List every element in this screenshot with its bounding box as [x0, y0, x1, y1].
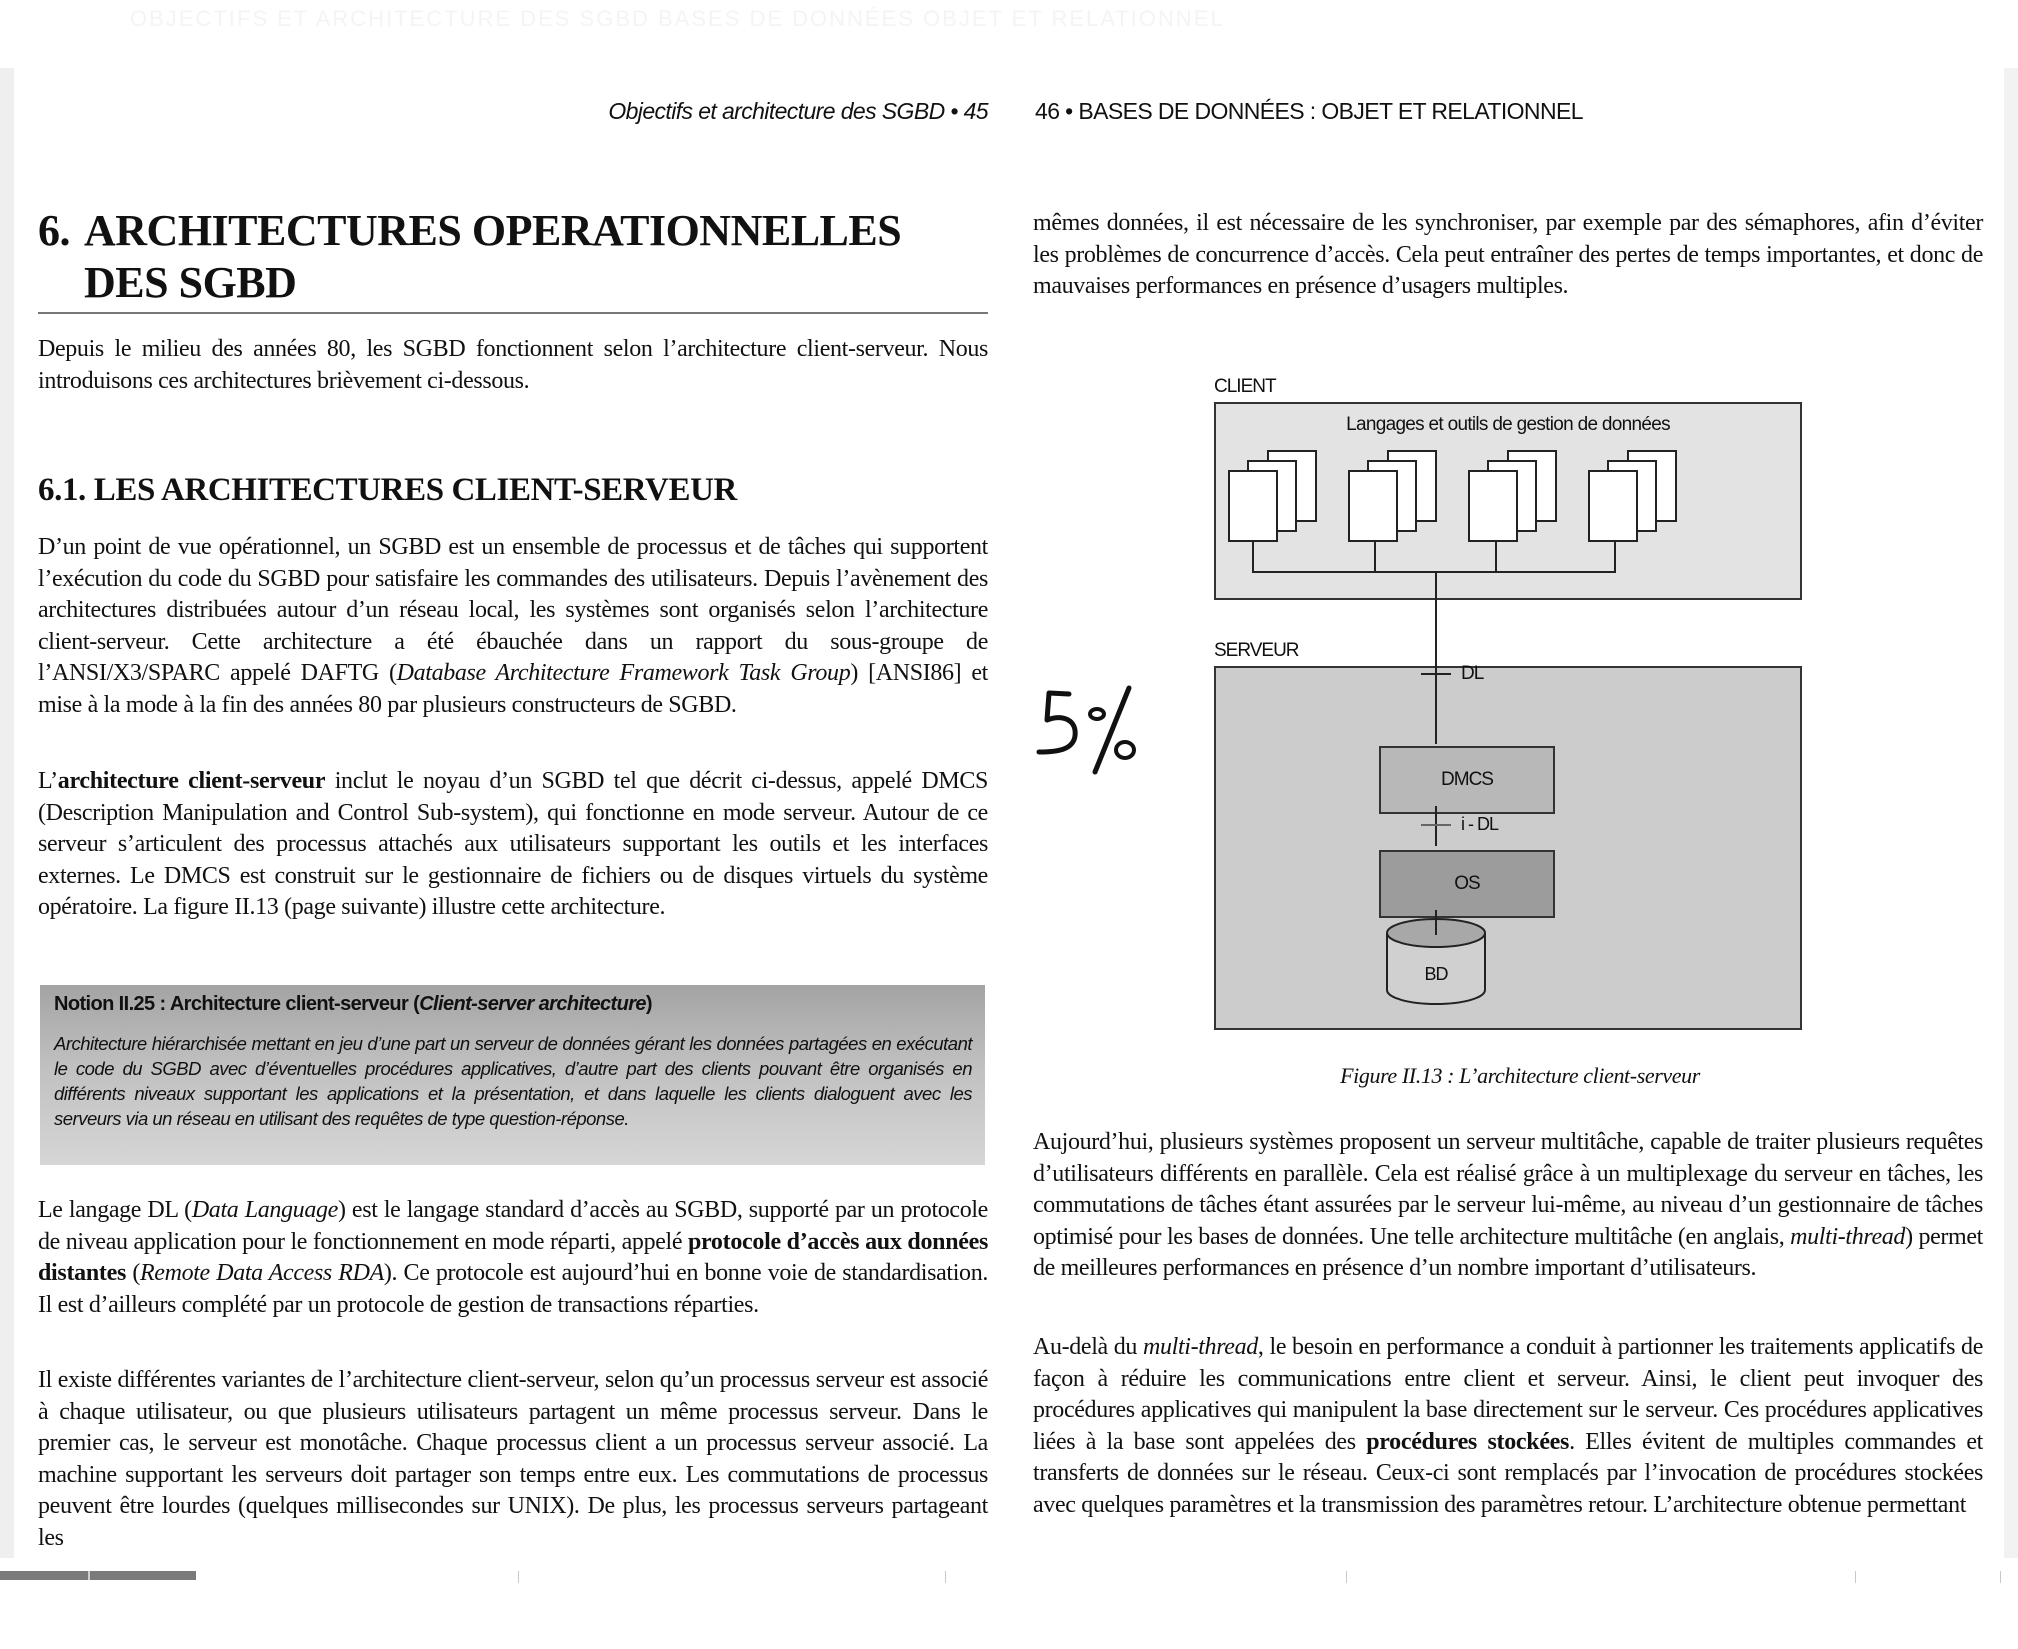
paragraph-italic: Data Language — [191, 1197, 338, 1223]
paragraph-operational — [38, 532, 988, 721]
chapter-number: 6. — [38, 206, 70, 255]
paragraph-text: ) permet de meilleures performances en présence d’un nombre important d’utilisateurs. — [1033, 1223, 1983, 1281]
paragraph-text: ). Ce protocole est aujourd’hui en bonne voie de standardisation. Il est d’ailleurs complété par un protocole de gestion de transactions réparties. — [38, 1260, 988, 1318]
notion-title-italic: Client-server architecture — [419, 993, 646, 1015]
tool-stack-icon — [1589, 451, 1676, 541]
os-box: OS — [1379, 850, 1555, 918]
ghost-header-text: OBJECTIFS ET ARCHITECTURE DES SGBD BASES DE DONNÉES OBJET ET RELATIONNEL — [130, 6, 1225, 31]
left-viewer-margin — [0, 68, 14, 1558]
chapter-title-line1: ARCHITECTURES OPERATIONNELLES — [84, 206, 902, 255]
paragraph-text: Au-delà du — [1033, 1334, 1144, 1360]
paragraph-bold: procédures stockées — [1366, 1428, 1570, 1455]
paragraph-text: ( — [125, 1260, 140, 1286]
notion-body: Architecture hiérarchisée mettant en jeu d’une part un serveur de données gérant les données partagées en exécutant le code du SGBD avec d’éventuelles procédures applicatives, d’autre part des clients pouvant être organisés en différents niveaux supportant les applications et la présentation, et dans laquelle les clients dialoguent avec les serveurs via un réseau en utilisant des requêtes de type question-réponse. — [54, 1033, 972, 1129]
paragraph-text: inclut le noyau d’un SGBD tel que décrit ci-dessus, appelé DMCS (Description Manipulation and Control Sub-system), qui fonctionne en mode serveur. Autour de ce serveur s’articulent des processus attachés aux utilisateurs supportant les outils et les interfaces externes. Le DMCS est construit sur le gestionnaire de fichiers ou de disques virtuels du système opératoire. La figure II.13 (page suivante) illustre cette architecture. — [38, 768, 988, 920]
database-icon — [1387, 915, 1485, 1004]
notion-title-text: Notion II.25 : Architecture client-serveur ( — [54, 993, 420, 1015]
paragraph-bold: protocole d’accès aux données distantes — [38, 1228, 988, 1286]
handwritten-note — [1033, 680, 1143, 790]
client-caption: Langages et outils de gestion de données — [1346, 414, 1670, 435]
client-label: CLIENT — [1214, 376, 1276, 397]
figure-caption: Figure II.13 : L’architecture client-serveur — [1340, 1063, 1700, 1088]
tool-stack-icon — [1349, 451, 1436, 541]
paragraph-synchronisation: mêmes données, il est nécessaire de les synchroniser, par exemple par des sémaphores, afin d’éviter les problèmes de concurrence d’accès. Cela peut entraîner des pertes de temps importantes, et donc de mauvaises performances en présence d’usagers multiples. — [1033, 210, 1983, 299]
right-viewer-margin — [2004, 68, 2018, 1558]
idl-label: i - DL — [1461, 814, 1499, 834]
progress-tick — [1346, 1571, 1347, 1583]
paragraph-italic: multi-thread — [1143, 1334, 1258, 1360]
client-tools-icons — [1229, 451, 1676, 541]
paragraph-italic: multi-thread — [1790, 1223, 1906, 1250]
chapter-title — [38, 205, 988, 309]
paragraph-text: ) est le langage standard d’accès au SGBD, supporté par un protocole de niveau application pour le fonctionnement en mode réparti, appelé — [38, 1197, 988, 1255]
top-ghost-area — [0, 0, 2018, 68]
client-bus-lines — [1253, 541, 1615, 963]
reading-progress-bar[interactable] — [0, 1571, 2018, 1580]
figure-connectors — [1200, 370, 1840, 1110]
tool-stack-icon — [1469, 451, 1556, 541]
progress-tick — [518, 1571, 519, 1583]
paragraph-italic: Database Architecture Framework Task Group — [396, 660, 851, 686]
progress-tick — [1855, 1571, 1856, 1583]
paragraph-stored-procedures — [1033, 1332, 1983, 1521]
paragraph-text: Le langage DL ( — [38, 1197, 192, 1223]
dl-label: DL — [1461, 663, 1484, 684]
progress-separator — [88, 1571, 90, 1580]
notion-title-text: ) — [645, 993, 652, 1015]
handwritten-5-percent-icon — [1033, 680, 1143, 790]
section-title: 6.1. LES ARCHITECTURES CLIENT-SERVEUR — [38, 472, 737, 508]
chapter-rule — [38, 312, 988, 314]
running-header-left: Objectifs et architecture des SGBD • 45 — [608, 98, 988, 124]
paragraph-text: . Elles évitent de multiples commandes et transferts de données sur le réseau. Ceux-ci sont remplacés par l’invocation de procédures stockées avec quelques paramètres et la transmission des paramètres retour. L’architecture obtenue permettant — [1033, 1428, 1984, 1518]
reading-progress-fill — [0, 1571, 196, 1580]
db-label: BD — [1424, 964, 1448, 984]
paragraph-text: ) [ANSI86] et mise à la mode à la fin des années 80 par plusieurs constructeurs de SGBD. — [38, 660, 988, 718]
server-label: SERVEUR — [1214, 640, 1299, 661]
notion-definition-box — [40, 985, 985, 1165]
paragraph-text: Aujourd’hui, plusieurs systèmes proposent un serveur multitâche, capable de traiter plusieurs requêtes d’utilisateurs différents en parallèle. Cela est réalisé grâce à un multiplexage du serveur en tâches, les commutations de tâches étant assurées par le serveur lui-même, au niveau d’un gestionnaire de tâches optimisé pour les bases de données. Une telle architecture multitâche (en anglais, — [1033, 1129, 1983, 1250]
progress-tick — [945, 1571, 946, 1583]
figure-client-server — [1200, 370, 1840, 1110]
notion-title — [54, 993, 974, 1016]
paragraph-data-language — [38, 1195, 988, 1321]
progress-tick — [2000, 1571, 2001, 1583]
dmcs-box: DMCS — [1379, 746, 1555, 814]
intro-paragraph: Depuis le milieu des années 80, les SGBD fonctionnent selon l’architecture client-serveur. Nous introduisons ces architectures brièvement ci-dessous. — [38, 336, 988, 394]
chapter-title-line2: DES SGBD — [84, 258, 297, 307]
paragraph-text: , le besoin en performance a conduit à partionner les traitements applicatifs de façon à réduire les communications entre client et serveur. Ainsi, le client peut invoquer des procédures applicatives qui manipulent la base directement sur le serveur. Ces procédures applicatives liées à la base sont appelées des — [1033, 1334, 1983, 1455]
paragraph-italic: Remote Data Access RDA — [139, 1260, 384, 1286]
paragraph-text: D’un point de vue opérationnel, un SGBD est un ensemble de processus et de tâches qui supportent l’exécution du code du SGBD pour satisfaire les commandes des utilisateurs. Depuis l’avènement des architectures distribuées autour d’un réseau local, les systèmes sont organisés selon l’architecture client-serveur. Cette architecture a été ébauchée dans un rapport du sous-groupe de l’ANSI/X3/SPARC appelé DAFTG ( — [38, 534, 988, 686]
paragraph-text: L’ — [38, 768, 58, 794]
paragraph-multitask — [1033, 1127, 1983, 1285]
paragraph-bold: architecture client-serveur — [57, 768, 326, 794]
running-header-right: 46 • BASES DE DONNÉES : OBJET ET RELATIONNEL — [1035, 98, 1583, 124]
paragraph-client-server — [38, 766, 988, 924]
paragraph-variants: Il existe différentes variantes de l’architecture client-serveur, selon qu’un processus serveur est associé à chaque utilisateur, ou que plusieurs utilisateurs partagent un même processus serveur. Dans le premier cas, le serveur est monotâche. Chaque processus client a un processus serveur associé. La machine supportant les serveurs doit partager son temps entre eux. Les commutations de processus peuvent être lourdes (quelques millisecondes sur UNIX). De plus, les processus serveurs partageant les — [38, 1367, 988, 1551]
tool-stack-icon — [1229, 451, 1316, 541]
